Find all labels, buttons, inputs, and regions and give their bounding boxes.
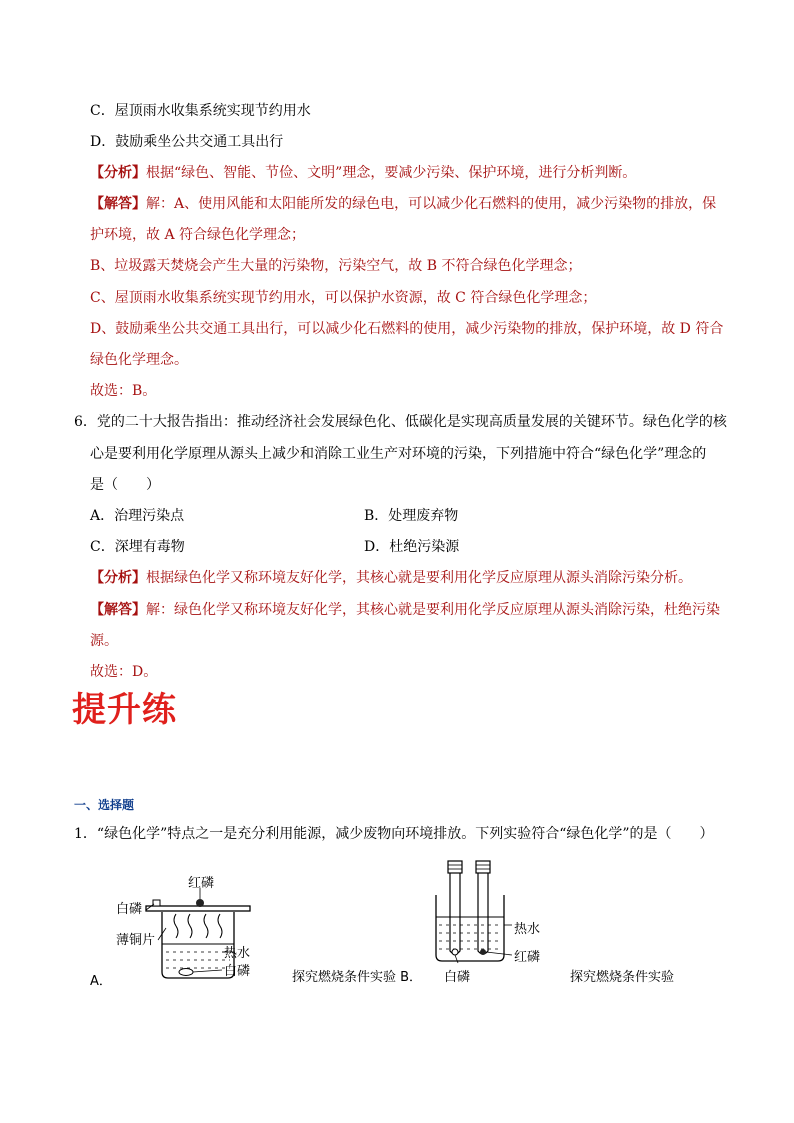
answer-paragraph (90, 196, 716, 212)
white-phosphorus-underwater (179, 969, 193, 976)
q6-option-b: B．处理废弃物 (364, 508, 459, 524)
q6-option-row1 (90, 508, 459, 524)
q6-stem-line2: 心是要利用化学原理从源头上减少和消除工业生产对环境的污染，下列措施中符合“绿色化学”理念的 (90, 446, 707, 462)
test-tube-right (478, 873, 488, 954)
fig-a-label-red-phosphorus: 红磷 (188, 876, 215, 891)
q6-option-a: A．治理污染点 (90, 508, 185, 524)
beaker-b-shape (436, 895, 504, 961)
answer-d-line2: 绿色化学理念。 (90, 352, 188, 368)
answer-text-line2: 护环境，故 A 符合绿色化学理念； (90, 227, 306, 243)
q6-option-row2 (90, 539, 460, 555)
answer-b: B、垃圾露天焚烧会产生大量的污染物，污染空气，故 B 不符合绿色化学理念； (90, 258, 582, 274)
answer-tag: 【解答】 (90, 196, 146, 212)
stopper-left (448, 861, 462, 873)
option-d: D．鼓励乘坐公共交通工具出行 (90, 134, 284, 150)
q6-option-c: C．深埋有毒物 (90, 539, 185, 555)
fig-a-label-hot-water: 热水 (224, 946, 251, 961)
fig-b-label-white-phosphorus: 白磷 (444, 970, 471, 985)
section-title: 提升练 (72, 690, 177, 730)
white-phosphorus-b (452, 949, 458, 955)
fig-a-label-white-phosphorus-2: 白磷 (224, 964, 251, 979)
fig-a-label-copper: 薄铜片 (116, 933, 156, 948)
q6-analysis-text: 根据绿色化学又称环境友好化学，其核心就是要利用化学反应原理从源头消除污染分析。 (146, 570, 692, 586)
answer-c: C、屋顶雨水收集系统实现节约用水，可以保护水资源，故 C 符合绿色化学理念； (90, 290, 597, 306)
q6-option-d: D．杜绝污染源 (364, 539, 460, 555)
q6-answer-text-line1: 解：绿色化学又称环境友好化学，其核心就是要利用化学反应原理从源头消除污染，杜绝污染 (146, 602, 720, 618)
fig-b-label-hot-water: 热水 (514, 922, 541, 937)
q6-analysis (90, 570, 692, 586)
fig-a-caption: 探究燃烧条件实验 B． (292, 970, 423, 985)
fig-b-caption: 探究燃烧条件实验 (570, 970, 675, 985)
test-tube-left (450, 873, 460, 954)
q6-stem-line3: 是（ ） (90, 477, 160, 493)
answer-d-line1: D、鼓励乘坐公共交通工具出行，可以减少化石燃料的使用，减少污染物的排放，保护环境，故 D 符合 (90, 321, 724, 337)
white-phosphorus-on-plate (153, 900, 160, 906)
fig-a-option: A． (90, 974, 112, 989)
fig-a-label-white-phosphorus: 白磷 (116, 902, 143, 917)
answer-text-line1: 解：A、使用风能和太阳能所发的绿色电，可以减少化石燃料的使用，减少污染物的排放，保 (146, 196, 717, 212)
fig-b-label-red-phosphorus: 红磷 (514, 950, 541, 965)
analysis-paragraph (90, 165, 636, 181)
analysis-tag: 【分析】 (90, 165, 146, 181)
q6-answer-text-line2: 源。 (90, 633, 118, 649)
option-c: C．屋顶雨水收集系统实现节约用水 (90, 103, 311, 119)
stopper-right (476, 861, 490, 873)
q1-stem: 1．“绿色化学”特点之一是充分利用能源，减少废物向环境排放。下列实验符合“绿色化学”的是（ ） (74, 826, 714, 842)
red-phosphorus-dot (196, 899, 204, 907)
q6-stem-line1: 6．党的二十大报告指出：推动经济社会发展绿色化、低碳化是实现高质量发展的关键环节。绿色化学的核 (74, 414, 727, 430)
copper-plate-shape (146, 906, 250, 911)
answer-choice: 故选：B。 (90, 383, 157, 399)
q6-analysis-tag: 【分析】 (90, 570, 146, 586)
analysis-text: 根据“绿色、智能、节俭、文明”理念，要减少污染、保护环境，进行分析判断。 (146, 165, 637, 181)
q6-choice: 故选：D。 (90, 664, 158, 680)
red-phosphorus-b (480, 949, 486, 955)
q6-answer (90, 602, 720, 618)
q6-answer-tag: 【解答】 (90, 602, 146, 618)
subsection-title: 一、选择题 (74, 798, 135, 812)
